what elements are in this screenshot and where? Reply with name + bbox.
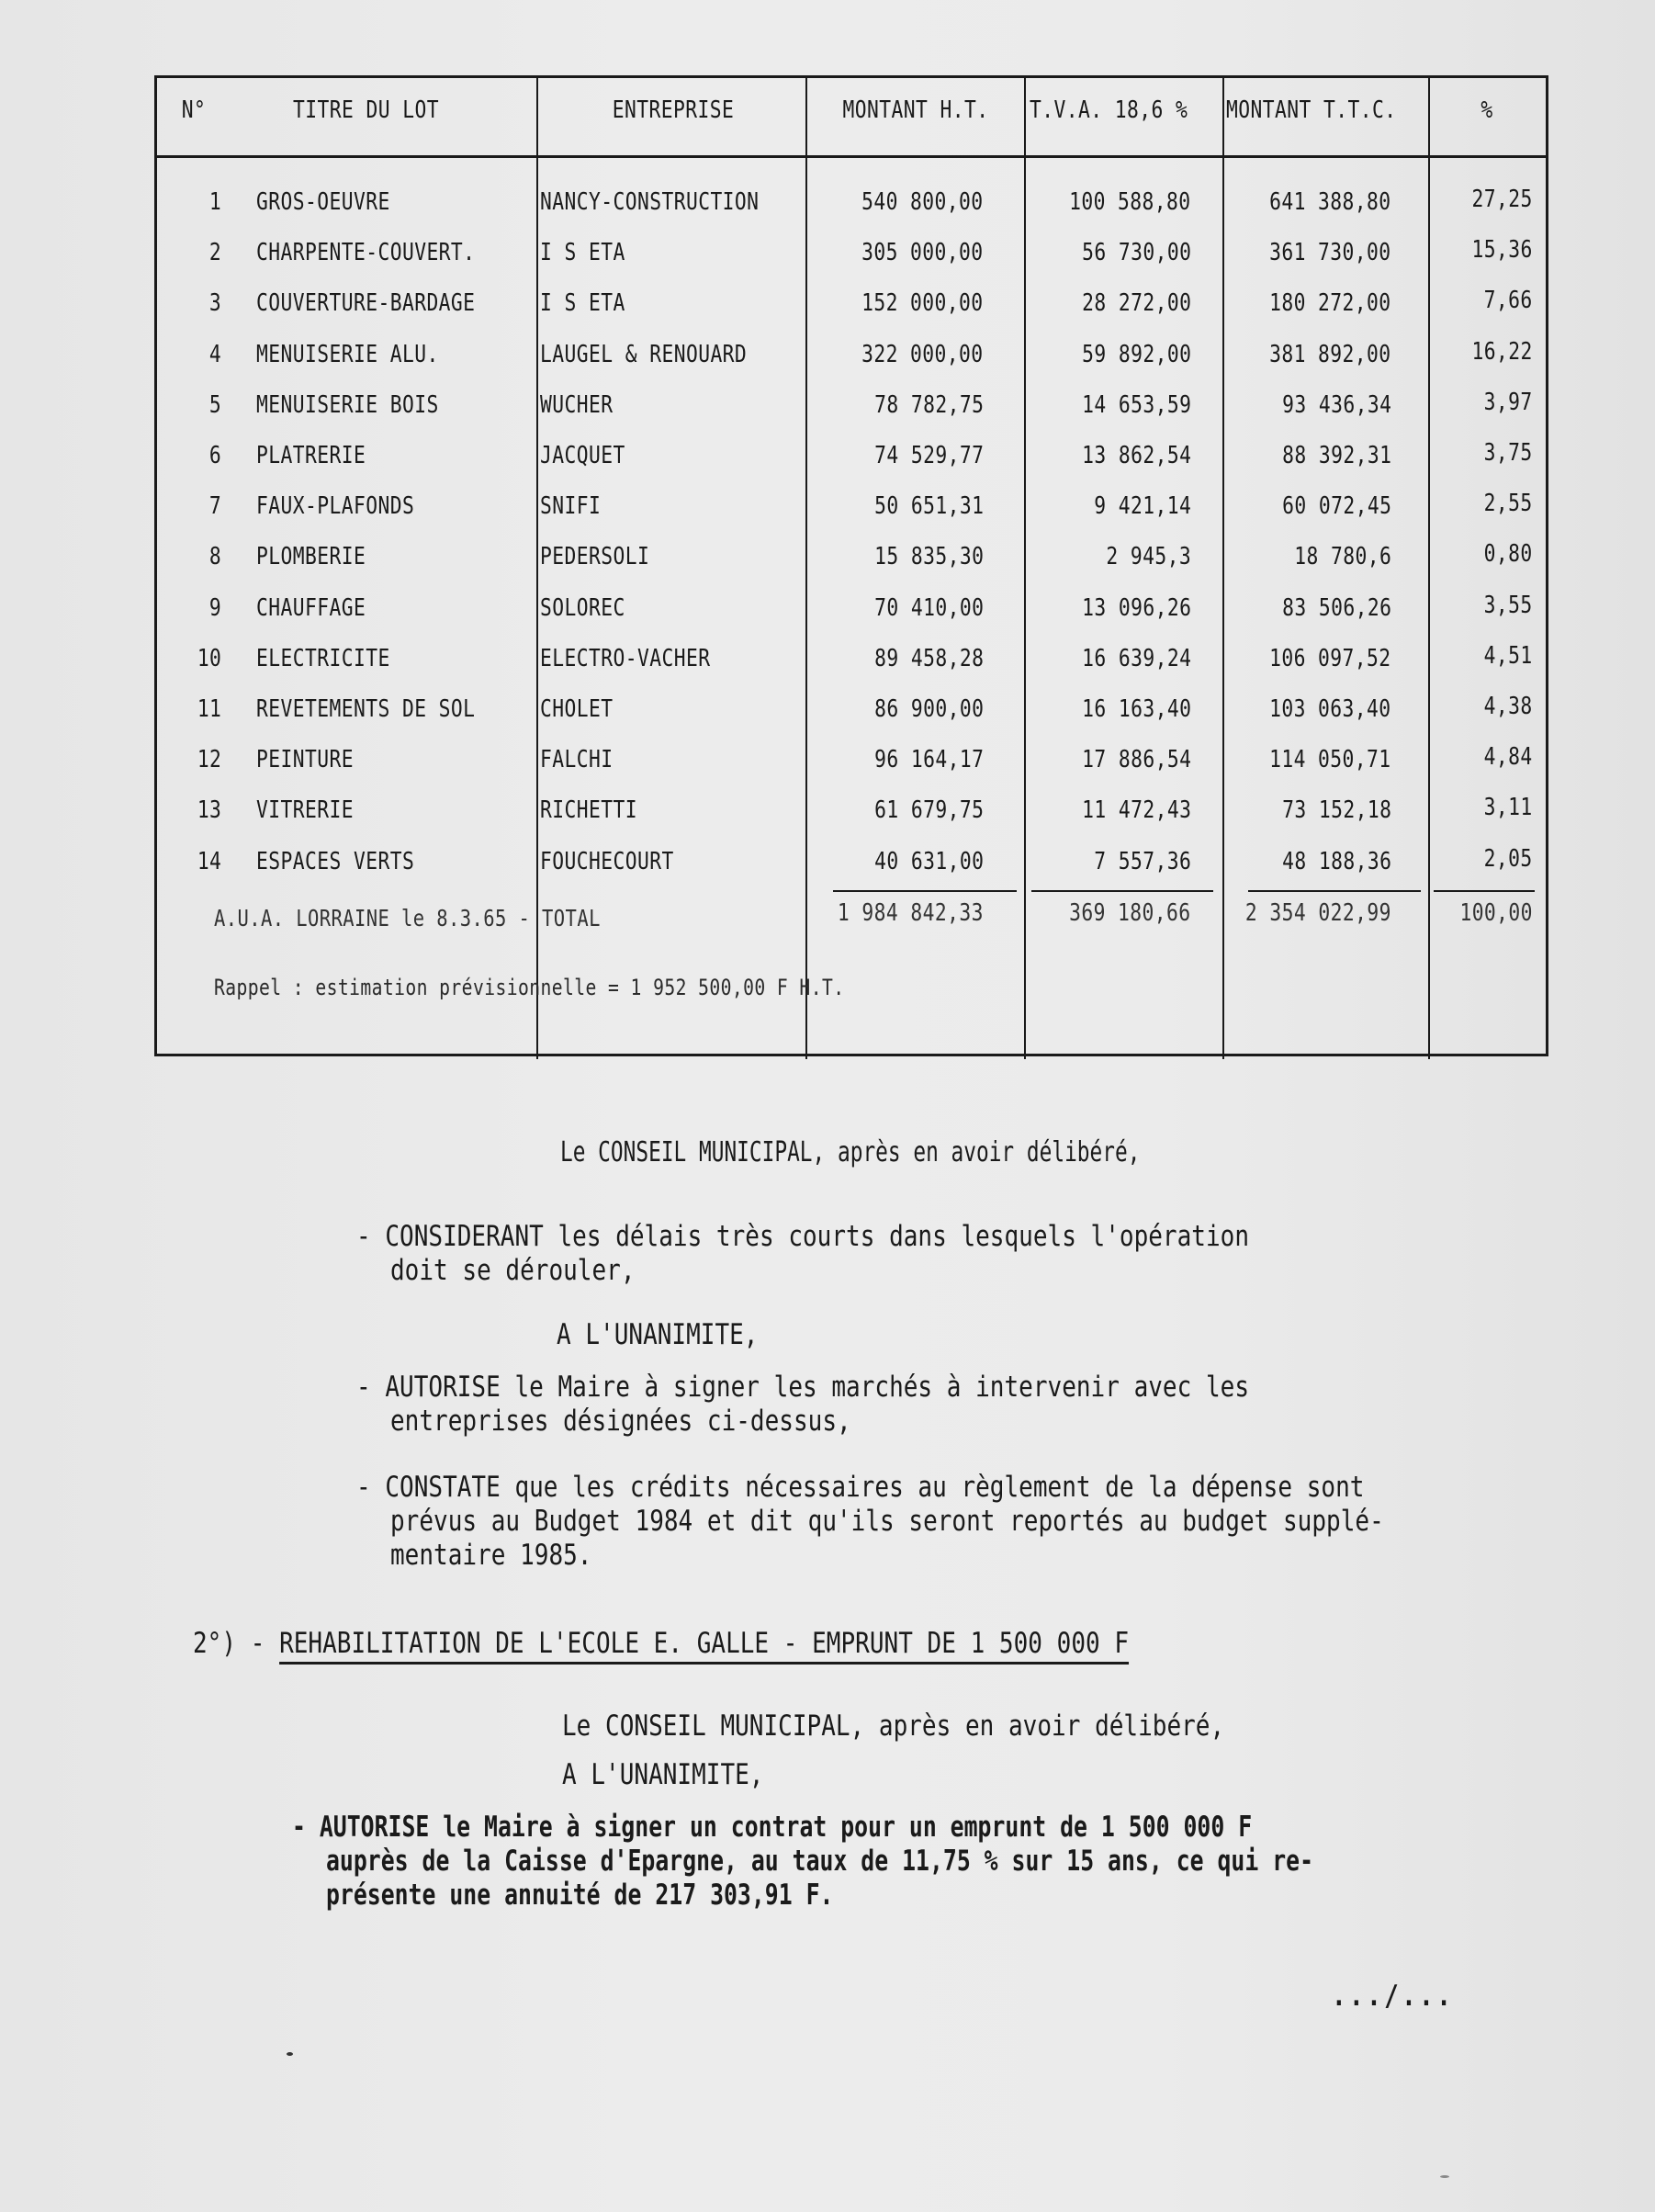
cell-entreprise: I S ETA [540,289,625,317]
section2-autorise-line1: - AUTORISE le Maire à signer un contrat pour un emprunt de 1 500 000 F [292,1811,1253,1844]
cell-no: 11 [197,695,221,723]
col-divider-tva [1024,78,1026,1059]
cell-pct: 2,55 [1484,490,1533,517]
cell-tva: 2 945,3 [1106,543,1191,570]
autorise-line1: - AUTORISE le Maire à signer les marchés à intervenir avec les [356,1371,1250,1404]
considerant-line1: - CONSIDERANT les délais très courts dans lesquels l'opération [356,1220,1250,1253]
cell-tva: 28 272,00 [1081,289,1191,317]
col-divider-pct [1428,78,1430,1059]
cell-no: 12 [197,746,221,773]
cell-tva: 100 588,80 [1069,188,1191,216]
considerant-line2: doit se dérouler, [390,1254,636,1287]
cell-titre: COUVERTURE-BARDAGE [256,289,476,317]
col-divider-ttc [1222,78,1224,1059]
cell-pct: 16,22 [1471,338,1533,366]
cell-ht: 96 164,17 [873,746,984,773]
cell-entreprise: I S ETA [540,239,625,266]
cell-ht: 70 410,00 [873,594,984,622]
cell-titre: MENUISERIE BOIS [256,391,439,419]
cell-titre: VITRERIE [256,796,354,824]
cell-entreprise: WUCHER [540,391,614,419]
cell-entreprise: FALCHI [540,746,614,773]
cell-pct: 15,36 [1471,236,1533,264]
cell-no: 1 [208,188,221,216]
section1-unanimite: A L'UNANIMITE, [557,1318,759,1351]
continuation-mark: .../... [1332,1980,1455,2013]
cell-ht: 15 835,30 [873,543,984,570]
cell-pct: 4,84 [1484,743,1533,771]
cell-pct: 3,97 [1484,389,1533,416]
cell-no: 8 [208,543,221,570]
section2-autorise-line3: présente une annuité de 217 303,91 F. [326,1879,834,1912]
cell-titre: PLOMBERIE [256,543,366,570]
cell-pct: 27,25 [1471,186,1533,213]
cell-entreprise: RICHETTI [540,796,637,824]
sum-line-ttc [1248,890,1421,892]
constate-line3: mentaire 1985. [390,1539,592,1572]
cell-ht: 305 000,00 [861,239,984,266]
cell-ttc: 83 506,26 [1281,594,1391,622]
sum-line-pct [1434,890,1535,892]
constate-line2: prévus au Budget 1984 et dit qu'ils seront reportés au budget supplé- [390,1505,1384,1538]
header-divider [157,155,1546,158]
total-ttc: 2 354 022,99 [1245,899,1391,927]
cell-no: 6 [208,442,221,469]
speck [287,2052,293,2056]
cell-entreprise: FOUCHECOURT [540,848,674,875]
cell-tva: 9 421,14 [1094,492,1191,520]
cell-ht: 322 000,00 [861,341,984,368]
header-no: N° [181,96,207,124]
cell-ht: 61 679,75 [873,796,984,824]
cell-tva: 16 163,40 [1081,695,1191,723]
cell-pct: 0,80 [1484,540,1533,568]
header-entreprise: ENTREPRISE [612,96,735,124]
section2-title: REHABILITATION DE L'ECOLE E. GALLE - EMPRUNT DE 1 500 000 F [279,1627,1130,1660]
section2-unanimite: A L'UNANIMITE, [562,1758,764,1791]
cell-tva: 59 892,00 [1081,341,1191,368]
cell-titre: ELECTRICITE [256,645,390,672]
total-pct: 100,00 [1459,899,1533,927]
cell-ttc: 18 780,6 [1294,543,1391,570]
cell-ht: 40 631,00 [873,848,984,875]
cell-ttc: 60 072,45 [1281,492,1391,520]
cell-no: 10 [197,645,221,672]
cell-ttc: 93 436,34 [1281,391,1391,419]
cell-no: 3 [208,289,221,317]
cell-titre: REVETEMENTS DE SOL [256,695,476,723]
header-tva: T.V.A. 18,6 % [1030,96,1188,124]
header-titre: TITRE DU LOT [293,96,439,124]
cell-entreprise: LAUGEL & RENOUARD [540,341,748,368]
cell-ttc: 114 050,71 [1269,746,1391,773]
cell-titre: CHARPENTE-COUVERT. [256,239,476,266]
lots-table [154,75,1548,1056]
cell-pct: 3,55 [1484,592,1533,619]
cell-ht: 50 651,31 [873,492,984,520]
cell-titre: CHAUFFAGE [256,594,366,622]
section2-heading [193,1626,1129,1661]
cell-ttc: 103 063,40 [1269,695,1391,723]
cell-titre: MENUISERIE ALU. [256,341,439,368]
cell-ht: 89 458,28 [873,645,984,672]
cell-ttc: 106 097,52 [1269,645,1391,672]
cell-titre: PLATRERIE [256,442,366,469]
cell-entreprise: PEDERSOLI [540,543,650,570]
cell-no: 14 [197,848,221,875]
cell-titre: ESPACES VERTS [256,848,415,875]
cell-ttc: 48 188,36 [1281,848,1391,875]
cell-entreprise: ELECTRO-VACHER [540,645,711,672]
cell-no: 13 [197,796,221,824]
cell-pct: 3,11 [1484,794,1533,821]
cell-tva: 13 862,54 [1081,442,1191,469]
cell-ht: 86 900,00 [873,695,984,723]
cell-pct: 7,66 [1484,287,1533,314]
total-label: A.U.A. LORRAINE le 8.3.65 - TOTAL [214,905,601,931]
cell-tva: 11 472,43 [1081,796,1191,824]
cell-entreprise: CHOLET [540,695,614,723]
header-ht: MONTANT H.T. [842,96,989,124]
cell-entreprise: SNIFI [540,492,602,520]
cell-pct: 3,75 [1484,439,1533,467]
cell-entreprise: JACQUET [540,442,625,469]
section2-intro: Le CONSEIL MUNICIPAL, après en avoir délibéré, [562,1710,1225,1743]
header-ttc: MONTANT T.T.C. [1226,96,1397,124]
cell-ht: 152 000,00 [861,289,984,317]
cell-no: 5 [208,391,221,419]
constate-line1: - CONSTATE que les crédits nécessaires au règlement de la dépense sont [356,1471,1365,1504]
rappel-note: Rappel : estimation prévisionnelle = 1 952 500,00 F H.T. [214,975,845,1000]
section1-intro: Le CONSEIL MUNICIPAL, après en avoir délibéré, [560,1136,1141,1168]
cell-pct: 2,05 [1484,845,1533,873]
sum-line-tva [1031,890,1213,892]
cell-tva: 56 730,00 [1081,239,1191,266]
cell-no: 2 [208,239,221,266]
cell-ht: 74 529,77 [873,442,984,469]
cell-tva: 7 557,36 [1094,848,1191,875]
cell-ttc: 180 272,00 [1269,289,1391,317]
cell-titre: FAUX-PLAFONDS [256,492,415,520]
total-ht: 1 984 842,33 [838,899,984,927]
autorise-line2: entreprises désignées ci-dessus, [390,1405,851,1438]
cell-pct: 4,51 [1484,642,1533,670]
header-pct: % [1480,96,1493,124]
cell-entreprise: SOLOREC [540,594,625,622]
col-divider-ht [805,78,807,1059]
cell-tva: 13 096,26 [1081,594,1191,622]
cell-entreprise: NANCY-CONSTRUCTION [540,188,760,216]
cell-ttc: 361 730,00 [1269,239,1391,266]
cell-ttc: 381 892,00 [1269,341,1391,368]
cell-titre: GROS-OEUVRE [256,188,390,216]
cell-pct: 4,38 [1484,693,1533,720]
cell-no: 4 [208,341,221,368]
cell-titre: PEINTURE [256,746,354,773]
cell-no: 7 [208,492,221,520]
cell-tva: 14 653,59 [1081,391,1191,419]
cell-ht: 540 800,00 [861,188,984,216]
cell-tva: 17 886,54 [1081,746,1191,773]
cell-ttc: 641 388,80 [1269,188,1391,216]
sum-line-ht [833,890,1017,892]
cell-ttc: 88 392,31 [1281,442,1391,469]
speck [1440,2175,1449,2178]
section2-number: 2°) - [193,1627,280,1660]
section2-autorise-line2: auprès de la Caisse d'Epargne, au taux de 11,75 % sur 15 ans, ce qui re- [326,1845,1314,1878]
cell-tva: 16 639,24 [1081,645,1191,672]
cell-ttc: 73 152,18 [1281,796,1391,824]
cell-no: 9 [208,594,221,622]
cell-ht: 78 782,75 [873,391,984,419]
total-tva: 369 180,66 [1069,899,1191,927]
